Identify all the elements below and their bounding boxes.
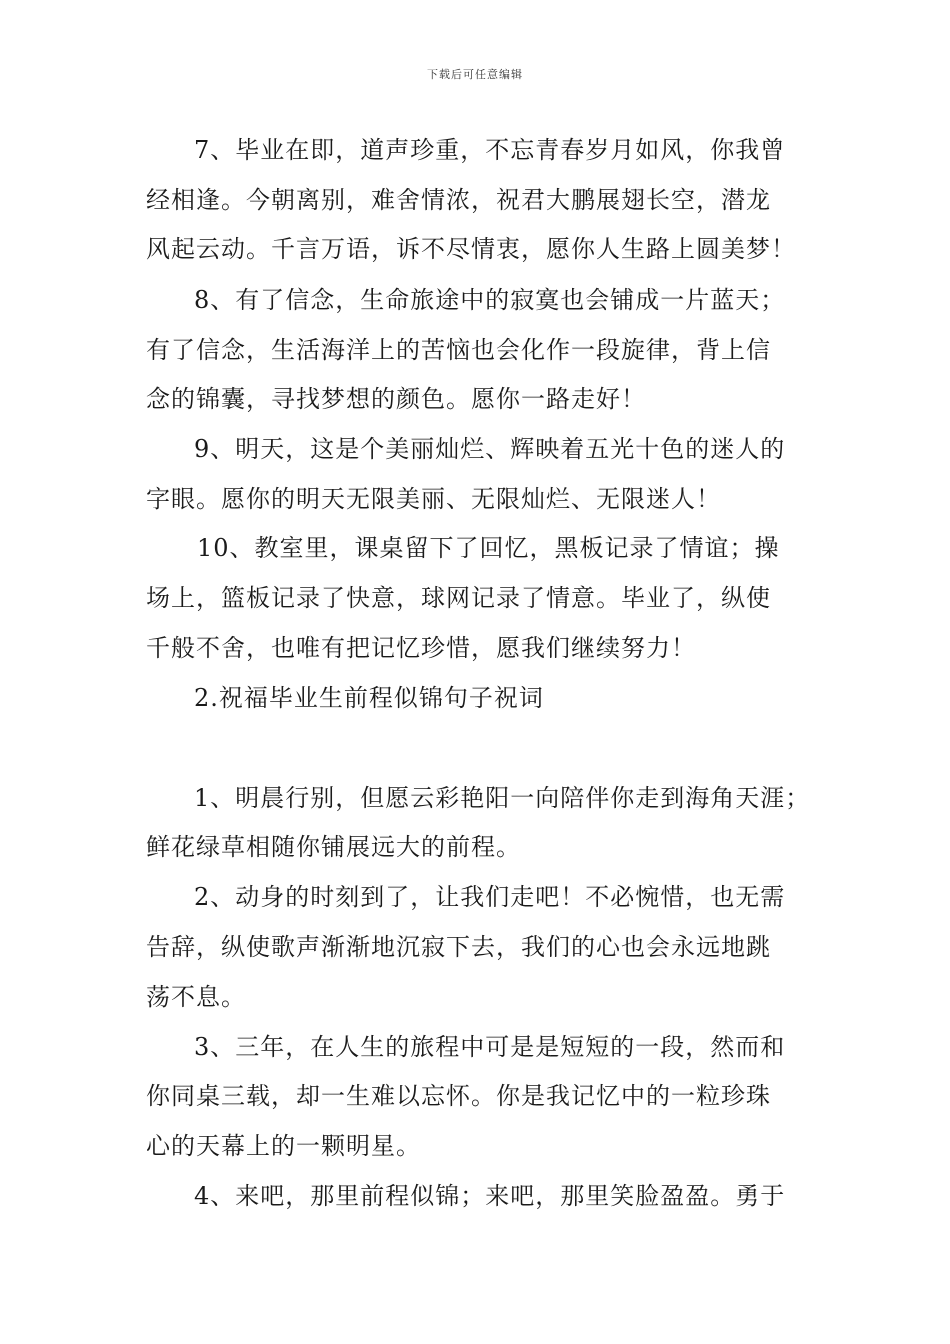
paragraph-line: 念的锦囊，寻找梦想的颜色。愿你一路走好！ <box>146 385 646 413</box>
paragraph-line: 风起云动。千言万语，诉不尽情衷，愿你人生路上圆美梦！ <box>146 235 796 263</box>
paragraph-line: 经相逢。今朝离别，难舍情浓，祝君大鹏展翅长空，潜龙 <box>146 186 771 214</box>
paragraph-line: 3、三年，在人生的旅程中可是是短短的一段，然而和 <box>194 1033 786 1061</box>
paragraph-line: 8、有了信念，生命旅途中的寂寞也会铺成一片蓝天； <box>194 286 786 314</box>
paragraph-line: 7、毕业在即，道声珍重，不忘青春岁月如风，你我曾 <box>194 136 786 164</box>
header-note: 下载后可任意编辑 <box>427 68 523 81</box>
paragraph-line: 荡不息。 <box>146 983 246 1011</box>
paragraph-line: 心的天幕上的一颗明星。 <box>146 1132 421 1160</box>
paragraph-line: 10、教室里，课桌留下了回忆，黑板记录了情谊；操 <box>197 534 780 562</box>
paragraph-line: 场上，篮板记录了快意，球网记录了情意。毕业了，纵使 <box>146 584 771 612</box>
paragraph-line: 你同桌三载，却一生难以忘怀。你是我记忆中的一粒珍珠 <box>146 1082 771 1110</box>
paragraph-line: 1、明晨行别，但愿云彩艳阳一向陪伴你走到海角天涯； <box>194 784 811 812</box>
paragraph-line: 2、动身的时刻到了，让我们走吧！不必惋惜，也无需 <box>194 883 786 911</box>
paragraph-line: 鲜花绿草相随你铺展远大的前程。 <box>146 833 521 861</box>
section-heading: 2.祝福毕业生前程似锦句子祝词 <box>194 684 544 712</box>
paragraph-line: 4、来吧，那里前程似锦；来吧，那里笑脸盈盈。勇于 <box>194 1182 786 1210</box>
paragraph-line: 告辞，纵使歌声渐渐地沉寂下去，我们的心也会永远地跳 <box>146 933 771 961</box>
paragraph-line: 千般不舍，也唯有把记忆珍惜，愿我们继续努力！ <box>146 634 696 662</box>
paragraph-line: 字眼。愿你的明天无限美丽、无限灿烂、无限迷人！ <box>146 485 721 513</box>
paragraph-line: 有了信念，生活海洋上的苦恼也会化作一段旋律，背上信 <box>146 336 771 364</box>
paragraph-line: 9、明天，这是个美丽灿烂、辉映着五光十色的迷人的 <box>194 435 786 463</box>
